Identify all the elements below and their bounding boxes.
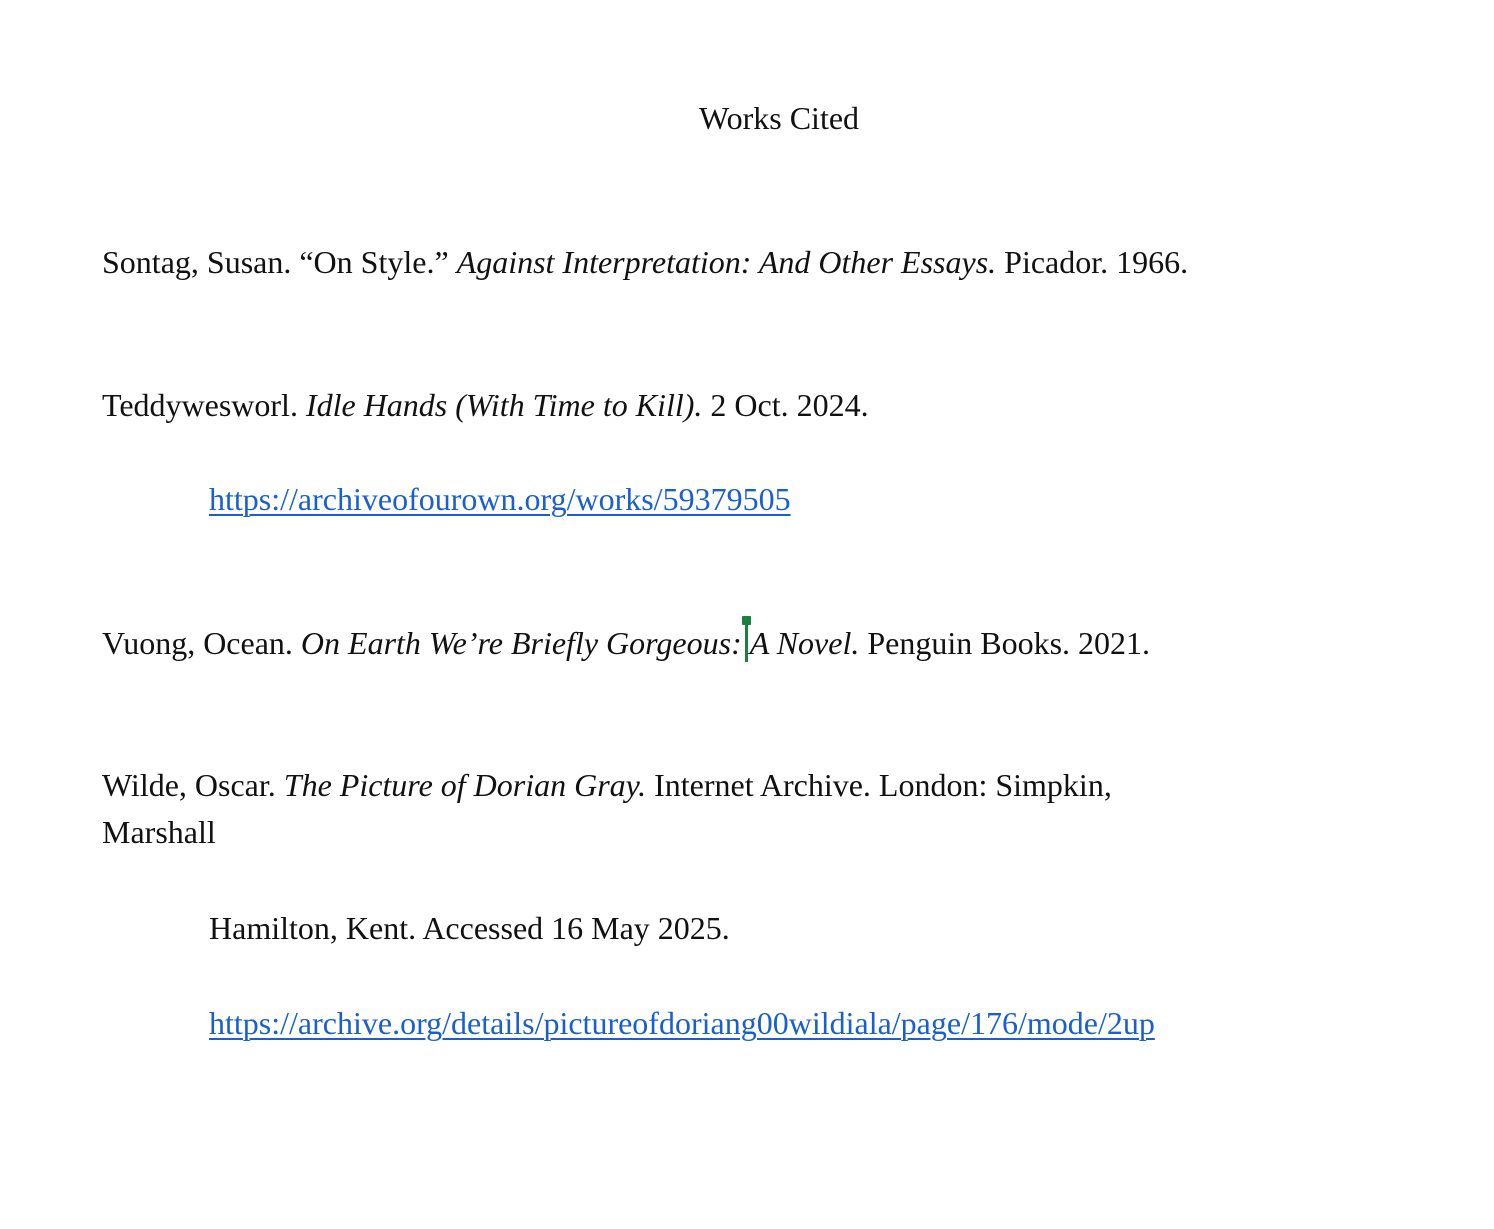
citation-teddywesworl <box>102 385 869 425</box>
citation-sontag <box>102 242 1188 282</box>
citation-publication: Picador. 1966. <box>996 244 1189 280</box>
citation-essay-title: “On Style.” <box>299 244 457 280</box>
citation-author: Wilde, Oscar. <box>102 767 284 803</box>
page-title: Works Cited <box>698 100 860 136</box>
citation-wilde-line2: Marshall <box>102 814 216 850</box>
citation-publication: Internet Archive. London: Simpkin, <box>646 767 1112 803</box>
citation-work-title: The Picture of Dorian Gray. <box>283 767 647 803</box>
citation-date: 2 Oct. 2024. <box>702 387 869 423</box>
citation-wilde <box>102 765 1112 805</box>
citation-vuong <box>102 622 1150 663</box>
citation-author: Vuong, Ocean. <box>102 625 301 661</box>
citation-work-title: Idle Hands (With Time to Kill). <box>305 387 703 423</box>
citation-work-title: Against Interpretation: And Other Essays. <box>456 244 997 280</box>
citation-wilde-url-line <box>209 1003 1155 1043</box>
citation-wilde-line3: Hamilton, Kent. Accessed 16 May 2025. <box>209 910 730 946</box>
citation-publication: Penguin Books. 2021. <box>859 625 1151 661</box>
citation-author: Sontag, Susan. <box>102 244 300 280</box>
citation-author: Teddywesworl. <box>102 387 306 423</box>
citation-url-link[interactable]: https://archive.org/details/pictureofdoriang00wildiala/page/176/mode/2up <box>209 1005 1155 1041</box>
citation-teddywesworl-url-line <box>209 479 791 519</box>
citation-url-link[interactable]: https://archiveofourown.org/works/59379505 <box>209 481 791 517</box>
citation-work-title-part2: A Novel. <box>749 625 860 661</box>
citation-work-title-part1: On Earth We’re Briefly Gorgeous: <box>300 625 742 661</box>
text-cursor[interactable] <box>745 622 748 662</box>
